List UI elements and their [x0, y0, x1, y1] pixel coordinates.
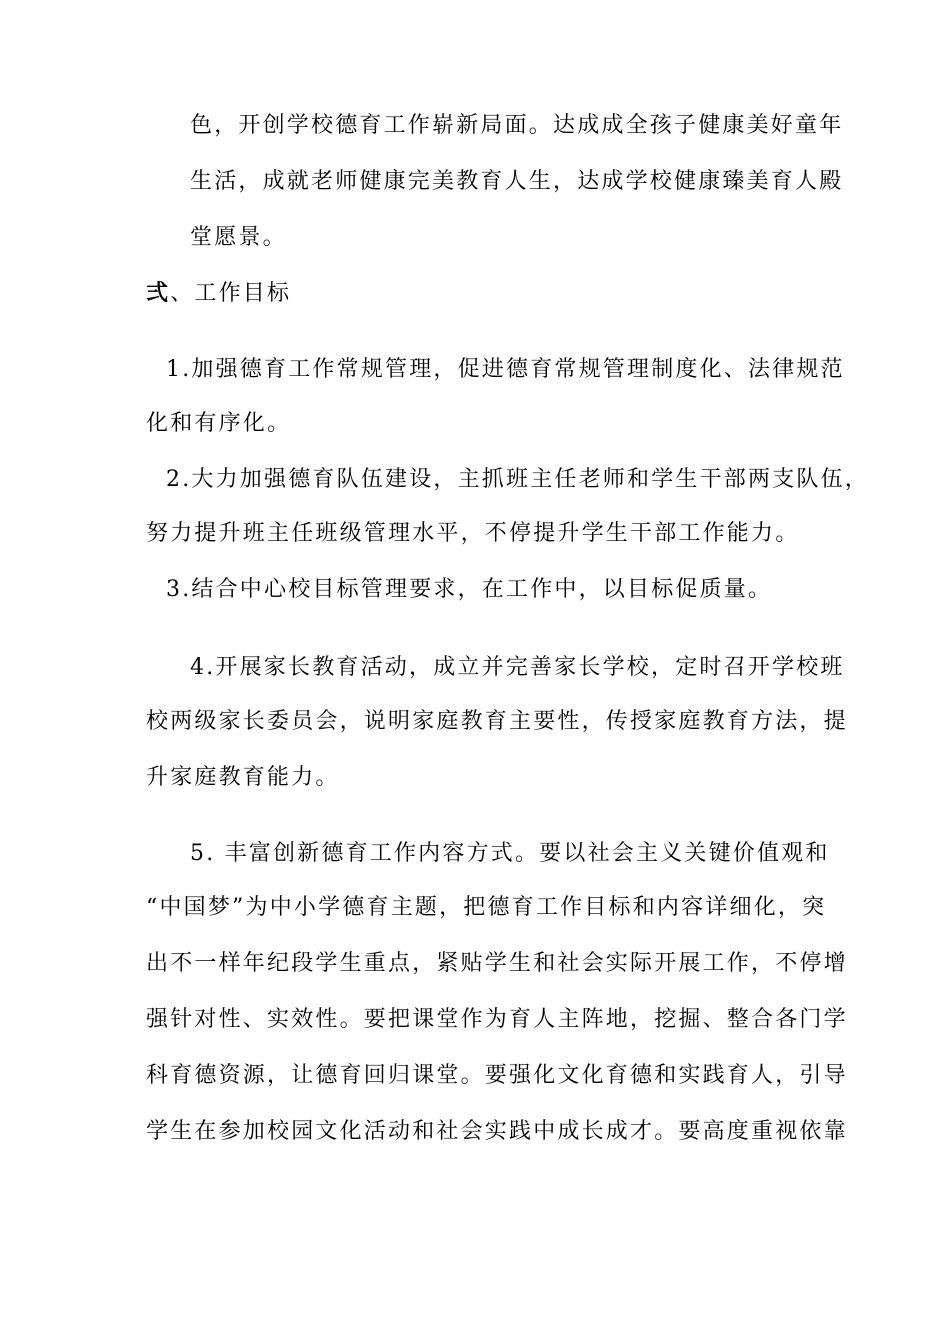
text-line: 4.开展家长教育活动，成立并完善家长学校，定时召开学校班: [190, 655, 845, 680]
text-line: 2.大力加强德育队伍建设，主抓班主任老师和学生干部两支队伍，: [166, 467, 869, 492]
text-line: 强针对性、实效性。要把课堂作为育人主阵地，挖掘、整合各门学: [146, 1007, 848, 1032]
text-line: 1.加强德育工作常规管理，促进德育常规管理制度化、法律规范: [166, 357, 845, 382]
text-line: 色，开创学校德育工作崭新局面。达成成全孩子健康美好童年: [190, 113, 844, 138]
text-line: 升家庭教育能力。: [146, 765, 340, 790]
text-line: “中国梦”为中小学德育主题，把德育工作目标和内容详细化，突: [146, 895, 827, 920]
section-number: 弍: [146, 281, 171, 306]
text-line: 努力提升班主任班级管理水平，不停提升学生干部工作能力。: [146, 521, 800, 546]
section-heading: [146, 279, 291, 309]
text-line: 堂愿景。: [190, 225, 287, 250]
text-line: 3.结合中心校目标管理要求，在工作中，以目标促质量。: [166, 577, 773, 602]
text-line: 学生在参加校园文化活动和社会实践中成长成才。要高度重视依靠: [146, 1119, 848, 1144]
text-line: 生活，成就老师健康完美教育人生，达成学校健康臻美育人殿: [190, 169, 844, 194]
section-title: 、工作目标: [170, 281, 292, 306]
text-line: 5. 丰富创新德育工作内容方式。要以社会主义关键价值观和: [190, 841, 830, 866]
text-line: 化和有序化。: [146, 411, 292, 436]
text-line: 出不一样年纪段学生重点，紧贴学生和社会实际开展工作，不停增: [146, 951, 848, 976]
text-line: 校两级家长委员会，说明家庭教育主要性，传授家庭教育方法，提: [146, 709, 848, 734]
text-line: 科育德资源，让德育回归课堂。要强化文化育德和实践育人，引导: [146, 1063, 848, 1088]
